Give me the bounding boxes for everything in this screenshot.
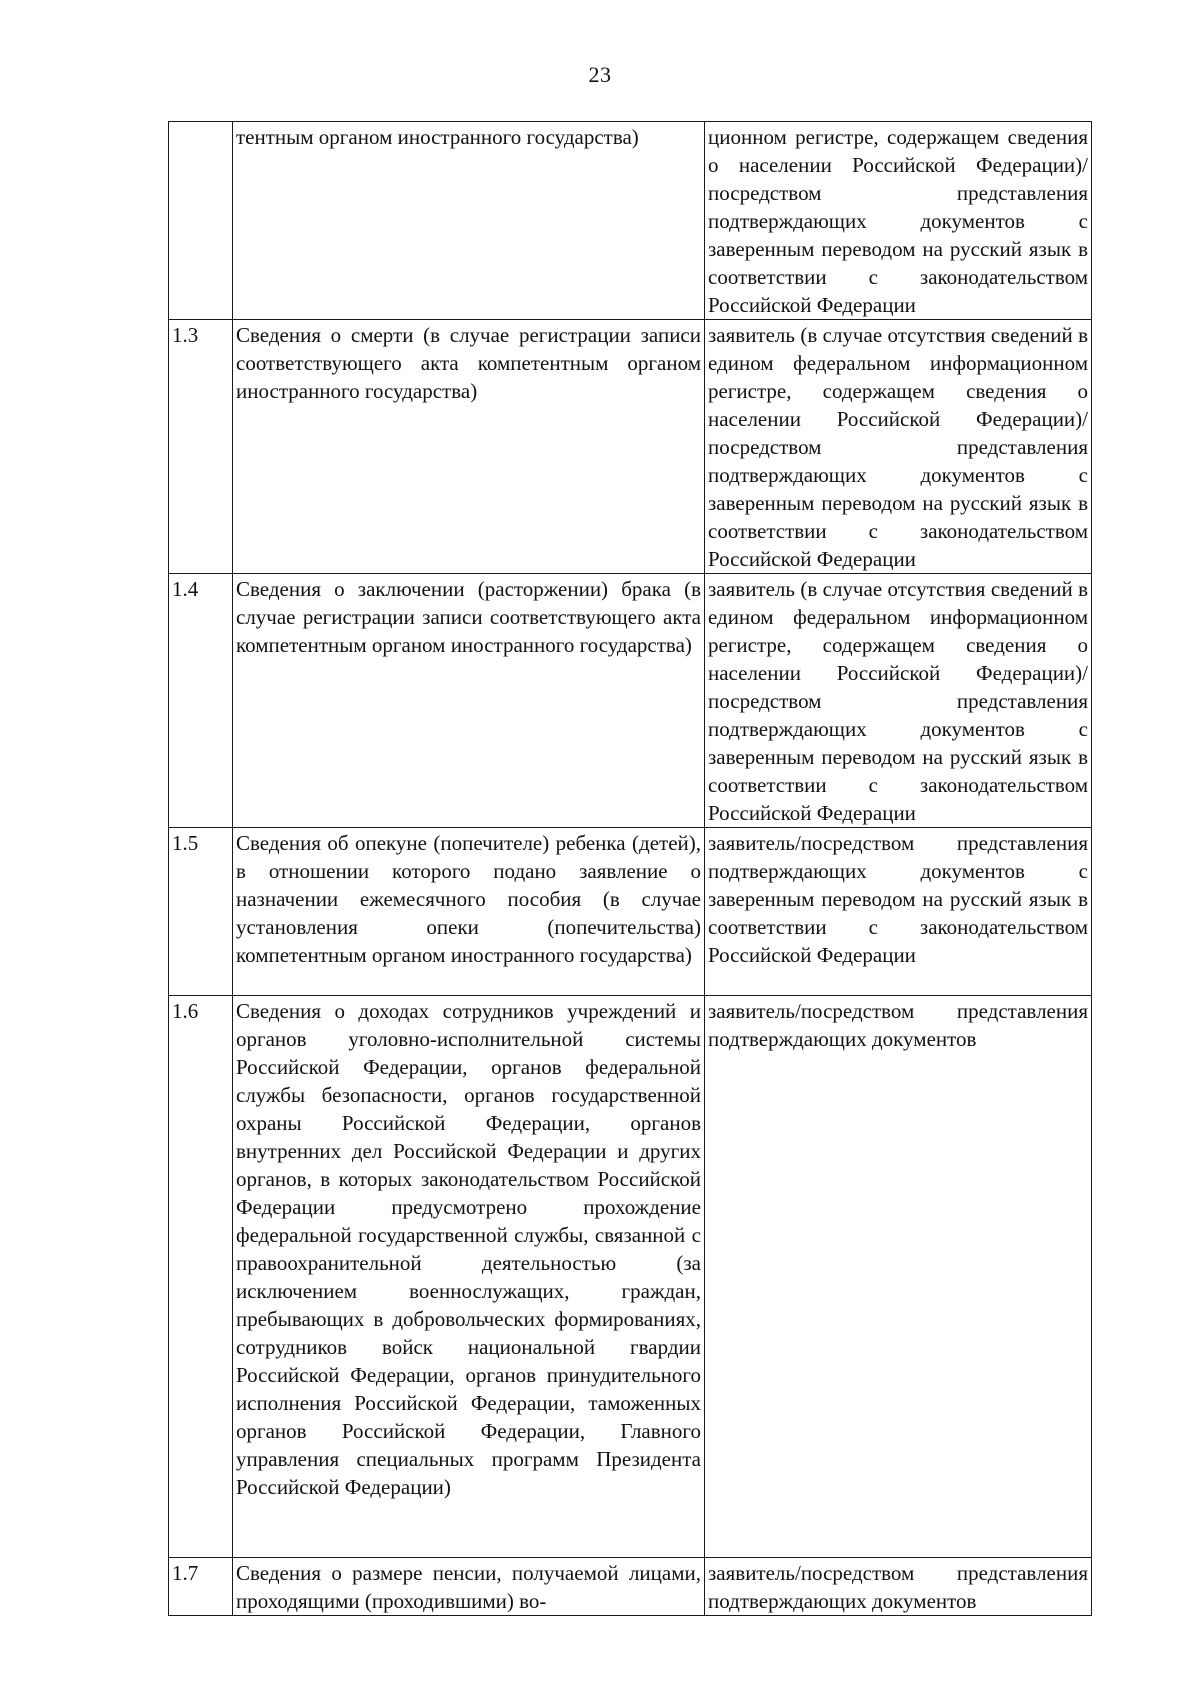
row-description: Сведения о заключении (расторжении) брака (в случае регистрации записи соответствующего акта компетентным органом иностранного государства) [233,574,705,828]
table-row [169,574,1092,828]
row-description: Сведения о размере пенсии, получаемой лицами, проходящими (проходившими) во- [233,1558,705,1616]
row-description: Сведения о смерти (в случае регистрации записи соответствующего акта компетентным органом иностранного государства) [233,320,705,574]
requirements-table [168,121,1092,1616]
table-row [169,1558,1092,1616]
page-number: 23 [588,62,612,87]
row-number: 1.6 [169,996,233,1558]
row-source: заявитель/посредством представления подтверждающих документов [705,1558,1092,1616]
row-source: заявитель/посредством представления подтверждающих документов [705,996,1092,1558]
table-row [169,828,1092,996]
row-number: 1.7 [169,1558,233,1616]
row-number: 1.4 [169,574,233,828]
row-source: заявитель/посредством представления подтверждающих документов с заверенным переводом на русский язык в соответствии с законодательством Российской Федерации [705,828,1092,996]
row-source: ционном регистре, содержащем сведения о населении Российской Федерации)/посредством представления подтверждающих документов с заверенным переводом на русский язык в соответствии с законодательством Российской Федерации [705,122,1092,320]
row-source: заявитель (в случае отсутствия сведений в едином федеральном информационном регистре, содержащем сведения о населении Российской Федерации)/посредством представления подтверждающих документов с заверенным переводом на русский язык в соответствии с законодательством Российской Федерации [705,320,1092,574]
table-row [169,996,1092,1558]
table-row [169,320,1092,574]
row-number [169,122,233,320]
row-description: Сведения об опекуне (попечителе) ребенка (детей), в отношении которого подано заявление о назначении ежемесячного пособия (в случае установления опеки (попечительства) компетентным органом иностранного государства) [233,828,705,996]
row-number: 1.5 [169,828,233,996]
table-row [169,122,1092,320]
row-description: тентным органом иностранного государства) [233,122,705,320]
row-description: Сведения о доходах сотрудников учреждений и органов уголовно-исполнительной системы Российской Федерации, органов федеральной службы безопасности, органов государственной охраны Российской Федерации, органов внутренних дел Российской Федерации и других органов, в которых законодательством Российской Федерации предусмотрено прохождение федеральной государственной службы, связанной с правоохранительной деятельностью (за исключением военнослужащих, граждан, пребывающих в добровольческих формированиях, сотрудников войск национальной гвардии Российской Федерации, органов принудительного исполнения Российской Федерации, таможенных органов Российской Федерации, Главного управления специальных программ Президента Российской Федерации) [233,996,705,1558]
row-source: заявитель (в случае отсутствия сведений в едином федеральном информационном регистре, содержащем сведения о населении Российской Федерации)/посредством представления подтверждающих документов с заверенным переводом на русский язык в соответствии с законодательством Российской Федерации [705,574,1092,828]
row-number: 1.3 [169,320,233,574]
